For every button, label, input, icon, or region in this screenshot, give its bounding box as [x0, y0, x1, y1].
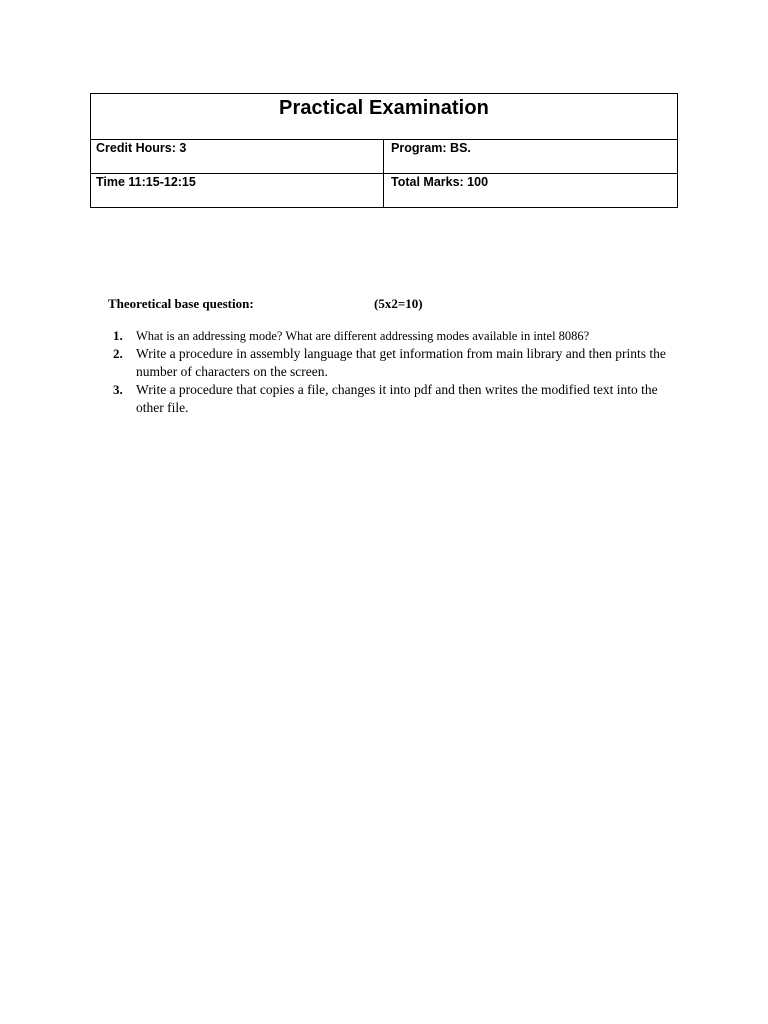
credit-hours-cell: Credit Hours: 3	[91, 140, 384, 173]
section-heading	[108, 296, 688, 316]
question-number: 1.	[113, 328, 123, 343]
header-row-1	[91, 140, 677, 174]
time-cell: Time 11:15-12:15	[91, 174, 384, 207]
question-text: Write a procedure that copies a file, changes it into pdf and then writes the modified text into the other file.	[136, 382, 658, 415]
question-number: 2.	[113, 346, 123, 361]
section-marks: (5x2=10)	[374, 296, 423, 311]
question-text: Write a procedure in assembly language that get information from main library and then prints the number of characters on the screen.	[136, 346, 666, 379]
program-cell: Program: BS.	[391, 141, 471, 155]
question-number: 3.	[113, 382, 123, 397]
total-marks-cell: Total Marks: 100	[391, 175, 489, 189]
question-item	[113, 381, 683, 417]
question-list	[113, 327, 683, 417]
question-text: What is an addressing mode? What are different addressing modes available in intel 8086?	[136, 329, 590, 343]
section-title: Theoretical base question:	[108, 296, 254, 311]
page-title: Practical Examination	[279, 97, 489, 119]
exam-header-table	[90, 93, 678, 208]
question-item	[113, 345, 683, 381]
title-row	[91, 94, 677, 140]
header-row-2	[91, 174, 677, 207]
question-item	[113, 327, 683, 345]
